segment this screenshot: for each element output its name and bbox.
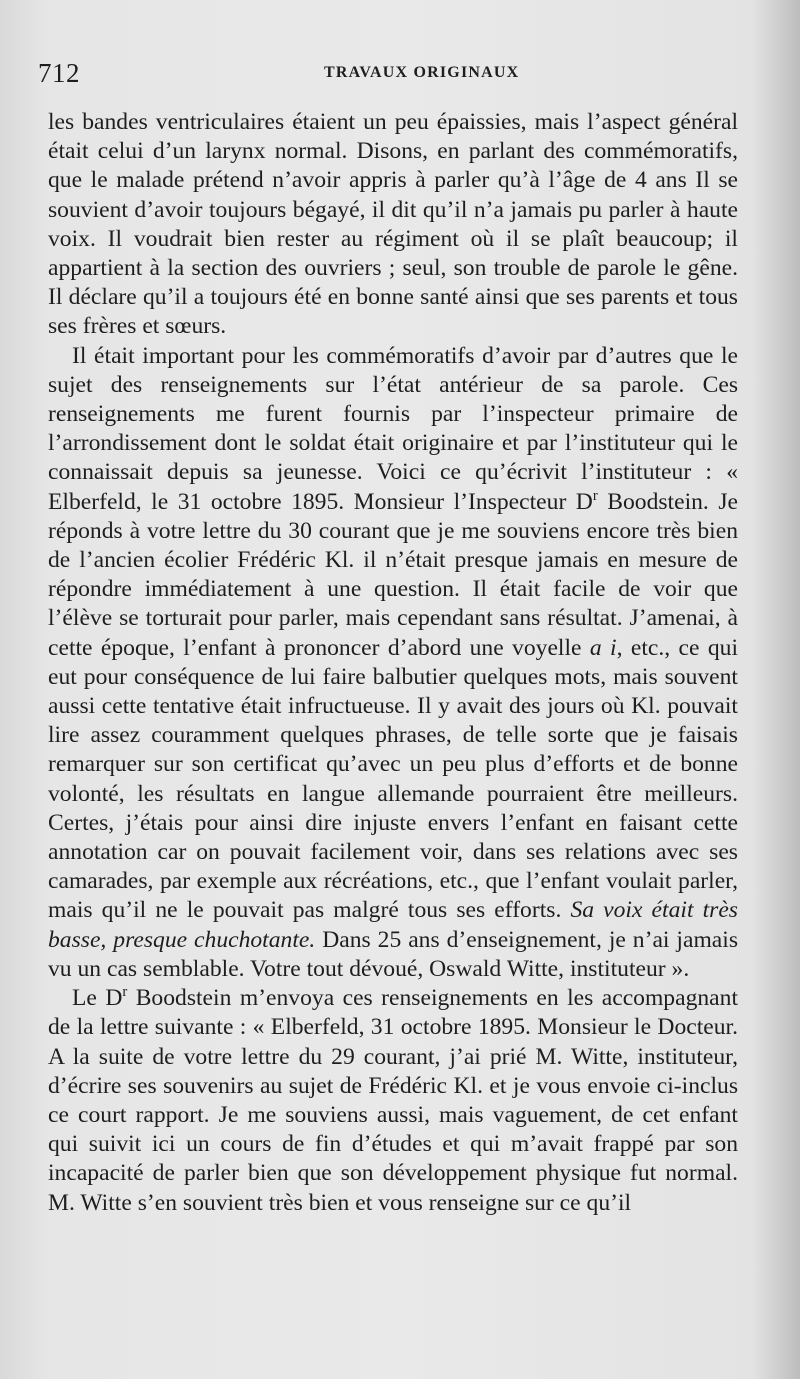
paragraph-2-part-c: , etc., ce qui eut pour conséquence de lui faire balbutier quelques mots, mais souvent aussi cette tentative était infructueuse. Il y avait des jours où Kl. pouvait lire assez couramment quelques phrases, de telle sorte que je faisais remarquer sur son certificat qu’avec un peu plus d’efforts et de bonne volonté, les résultats en langue allemande pourraient être meilleurs. Certes, j’étais pour ainsi dire injuste envers l’enfant en faisant cette annotation car on pouvait facilement voir, dans ses relations avec ses camarades, par exemple aux récréations, etc., que l’enfant voulait parler, mais qu’il ne le pouvait pas malgré tous ses efforts. [48,634,739,924]
paragraph-2-part-b: Boodstein. Je réponds à votre lettre du 30 courant que je me souviens encore très bien de l’ancien écolier Frédéric Kl. il n’était presque jamais en mesure de répondre immédiatement à une question. Il était facile de voir que l’élève se torturait pour parler, mais cependant sans résultat. J’amenai, à cette époque, l’enfant à prononcer d’abord une voyelle [48,488,738,661]
paragraph-3-part-a: Le D [72,985,123,1012]
paragraph-2-part-d: Dans 25 ans d’enseignement, je n’ai jamais vu un cas semblable. Votre tout dévoué, Oswald Witte, instituteur ». [48,926,739,982]
vowel-examples: a i [589,634,617,661]
page-number: 712 [38,58,80,88]
paragraph-1: les bandes ventriculaires étaient un peu épaissies, mais l’aspect général était celui d’un larynx normal. Disons, en parlant des commémoratifs, que le malade prétend n’avoir appris à parler qu’à l’âge de 4 ans Il se souvient d’avoir toujours bégayé, il dit qu’il n’a jamais pu parler à haute voix. Il voudrait bien rester au régiment où il se plaît beaucoup; il appartient à la section des ouvriers ; seul, son trouble de parole le gêne. Il déclare qu’il a toujours été en bonne santé ainsi que ses parents et tous ses frères et sœurs. [48,109,738,340]
paragraph-3-part-b: Boodstein m’envoya ces renseignements en les accompagnant de la lettre suivante : « Elberfeld, 31 octobre 1895. Monsieur le Docteur. A la suite de votre lettre du 29 courant, j’ai prié M. Witte, instituteur, d’écrire ses souvenirs au sujet de Frédéric Kl. et je vous envoie ci-inclus ce court rapport. Je me souviens aussi, mais vaguement, de cet enfant qui suivit ici un cours de fin d’études et qui m’avait frappé par son incapacité de parler bien que son développement physique fut normal. M. Witte s’en souvient très bien et vous renseigne sur ce qu’il [48,985,738,1216]
body-text [48,108,738,1218]
paragraph-2 [48,342,738,984]
running-title: TRAVAUX ORIGINAUX [324,64,520,81]
doctor-superscript-2: r [122,984,128,1001]
page-header [38,58,750,98]
paragraph-3 [48,984,738,1218]
doctor-superscript: r [592,487,598,504]
italic-quote: Sa voix était très basse, presque chuchotante. [48,897,738,953]
paragraph-2-part-a: Il était important pour les commémoratifs d’avoir par d’autres que le sujet des renseignements sur l’état antérieur de sa parole. Ces renseignements me furent fournis par l’inspecteur primaire de l’arrondissement dont le soldat était originaire et par l’instituteur qui le connaissait depuis sa jeunesse. Voici ce qu’écrivit l’instituteur : « Elberfeld, le 31 octobre 1895. Monsieur l’Inspecteur D [48,342,738,515]
